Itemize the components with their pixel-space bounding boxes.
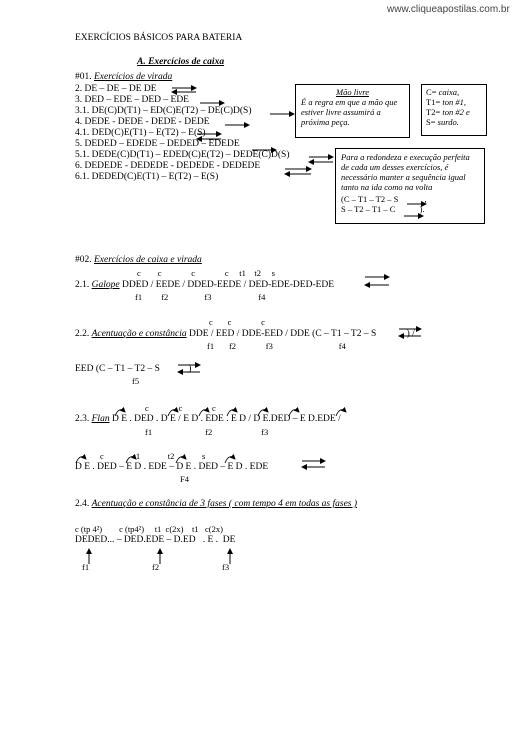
e23-num: 2.3. bbox=[75, 414, 92, 424]
e22-num: 2.2. bbox=[75, 329, 92, 339]
mao-livre-title: Mão livre bbox=[336, 87, 369, 97]
e24-f3: f3 bbox=[222, 562, 230, 572]
sequence-backward: S – T2 – T1 – C bbox=[341, 204, 396, 214]
s1-heading-num: #01. bbox=[75, 72, 94, 82]
e24-f2: f2 bbox=[152, 562, 160, 572]
sequence-end: ). bbox=[417, 204, 425, 214]
s1-line: 6.1. DEDED(C)E(T1) – E(T2) – E(S) bbox=[75, 172, 219, 182]
legend-value: surdo. bbox=[437, 117, 459, 127]
s1-line: 5. DEDED – EDEDE – DEDED – EDEDE bbox=[75, 139, 240, 149]
e21-top: c c c c t1 t2 s bbox=[137, 268, 275, 278]
e24-text: DEDED... – DED.EDE – D.ED . E . DE bbox=[75, 535, 236, 545]
s1-line: 3. DED – EDE – DED – EDE bbox=[75, 95, 189, 105]
mao-livre-text: próxima peça. bbox=[301, 117, 350, 127]
s1-line: 6. DEDEDE - DEDEDE - DEDEDE - DEDEDE bbox=[75, 161, 261, 171]
e24-label: Acentuação e constância de 3 fases ( com tempo 4 em todas as fases ) bbox=[91, 499, 358, 509]
s1-line: 2. DE – DE – DE DE bbox=[75, 84, 157, 94]
e23-text: D E . DED . D E / E D . EDE . E D / D E.DED – E D.EDE / bbox=[111, 414, 341, 424]
e22-line2-bottom: f5 bbox=[132, 376, 140, 386]
e24-num: 2.4. bbox=[75, 499, 92, 509]
e21-bottom: f1 f2 f3 f4 bbox=[135, 292, 266, 302]
legend-key: T1= bbox=[426, 97, 443, 107]
e24-top: c (tp 4²) c (tp4²) t1 c(2x) t1 c(2x) bbox=[75, 524, 223, 534]
e22-top: c c c bbox=[209, 317, 265, 327]
redondeza-text: Para a redondeza e execução perfeita bbox=[341, 152, 470, 162]
mao-livre-text: É a regra em que a mão que bbox=[301, 97, 398, 107]
legend-value: ton #1, bbox=[442, 97, 466, 107]
e23-bottom: f1 f2 f3 bbox=[145, 427, 269, 437]
sequence-forward: (C – T1 – T2 – S bbox=[341, 194, 399, 204]
e22-text-end: ) / bbox=[404, 329, 415, 339]
site-url[interactable]: www.cliqueapostilas.com.br bbox=[387, 4, 510, 15]
s2-heading-text: Exercícios de caixa e virada bbox=[94, 255, 202, 265]
legend-key: S= bbox=[426, 117, 438, 127]
s1-line: 3.1. DE(C)D(T1) – ED(C)E(T2) – DE(C)D(S) bbox=[75, 106, 252, 116]
e22-text: DDE / EED / DDE-EED / DDE (C – T1 – T2 – S bbox=[188, 329, 377, 339]
s1-heading-text: Exercícios de virada bbox=[94, 72, 173, 82]
redondeza-text: de cada um desses exercícios, é bbox=[341, 162, 449, 172]
page-title: EXERCÍCIOS BÁSICOS PARA BATERIA bbox=[75, 33, 243, 43]
e21-num: 2.1. bbox=[75, 280, 92, 290]
s1-line: 5.1. DEDE(C)D(T1) – EDED(C)E(T2) – DEDE(C)D(S) bbox=[75, 150, 290, 160]
section-a-heading: A. Exercícios de caixa bbox=[137, 57, 225, 67]
e23-label: Flan bbox=[91, 414, 110, 424]
e22-label: Acentuação e constância bbox=[91, 329, 187, 339]
e22-bottom: f1 f2 f3 f4 bbox=[207, 341, 346, 351]
legend-value: caixa, bbox=[438, 87, 460, 97]
e23-top2: c t1 t2 s bbox=[100, 451, 206, 461]
e22-line2-end: ) bbox=[185, 364, 192, 374]
s1-line: 4. DEDE - DEDE - DEDE - DEDE bbox=[75, 117, 210, 127]
e22-line2-text: EED (C – T1 – T2 – S bbox=[75, 364, 160, 374]
e23-text2: D E . DED – E D . EDE – D E . DED – E D . EDE bbox=[75, 462, 269, 472]
s2-heading-num: #02. bbox=[75, 255, 94, 265]
e24-f1: f1 bbox=[82, 562, 90, 572]
legend-key: T2= bbox=[426, 107, 443, 117]
redondeza-text: necessário manter a sequência igual bbox=[341, 172, 466, 182]
mao-livre-text: estiver livre assumirá a bbox=[301, 107, 381, 117]
legend-value: ton #2 e bbox=[442, 107, 470, 117]
sequence-end: , bbox=[422, 194, 427, 204]
legend-key: C= bbox=[426, 87, 439, 97]
e23-top: c c c bbox=[145, 403, 216, 413]
e21-label: Galope bbox=[91, 280, 120, 290]
e21-text: DDED / EEDE / DDED-EEDE / DED-EDE-DED-EDE bbox=[121, 280, 335, 290]
e23-bottom2: F4 bbox=[180, 474, 189, 484]
redondeza-text: tanto na ida como na volta bbox=[341, 182, 433, 192]
s1-line: 4.1. DED(C)E(T1) – E(T2) – E(S) bbox=[75, 128, 206, 138]
